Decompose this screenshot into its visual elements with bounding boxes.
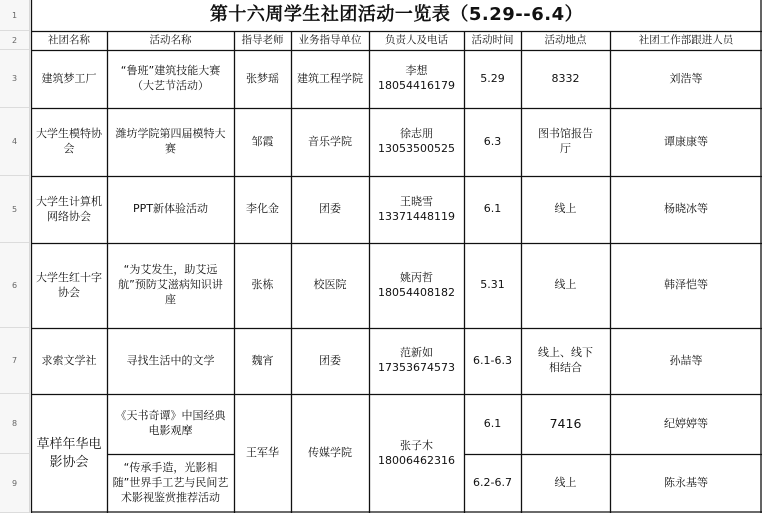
cell-staff[interactable]: 纪婷婷等 (664, 416, 708, 430)
cell-time[interactable]: 6.1-6.3 (473, 353, 512, 367)
cell-place[interactable]: 图书馆报告厅 (538, 127, 593, 155)
cell-unit[interactable]: 音乐学院 (308, 134, 352, 148)
cell-activity[interactable]: “鲁班”建筑技能大赛（大艺节活动） (120, 64, 221, 92)
cell-place[interactable]: 线上、线下相结合 (538, 346, 593, 374)
cell-place[interactable]: 8332 (551, 71, 580, 85)
cell-club[interactable]: 求索文学社 (41, 353, 97, 367)
cell-club[interactable]: 建筑梦工厂 (41, 71, 97, 85)
row-number[interactable]: 1 (0, 0, 29, 31)
cell-activity[interactable]: PPT新体验活动 (133, 202, 208, 216)
row-number[interactable]: 6 (0, 243, 29, 328)
cell-time[interactable]: 6.1 (483, 202, 502, 216)
cell-time[interactable]: 6.1 (483, 416, 502, 430)
cell-club[interactable]: 大学生红十字协会 (36, 270, 102, 299)
cell-club[interactable]: 大学生计算机网络协会 (36, 194, 102, 223)
cell-teacher[interactable]: 邹霞 (251, 134, 274, 148)
cell-time[interactable]: 6.3 (483, 134, 502, 148)
row-number[interactable]: 5 (0, 176, 29, 243)
row-number[interactable]: 7 (0, 328, 29, 394)
header-place[interactable]: 活动地点 (544, 34, 587, 47)
cell-activity[interactable]: 潍坊学院第四届模特大赛 (115, 127, 226, 155)
cell-staff[interactable]: 孙喆等 (669, 353, 703, 367)
header-activity[interactable]: 活动名称 (149, 34, 192, 47)
cell-club-merged[interactable]: 草样年华电影协会 (36, 436, 102, 470)
cell-unit[interactable]: 校医院 (313, 278, 347, 292)
cell-activity[interactable]: 《天书奇谭》中国经典电影观摩 (115, 409, 226, 437)
cell-contact[interactable]: 李想 18054416179 (378, 64, 455, 92)
cell-club[interactable]: 大学生模特协会 (36, 127, 102, 155)
cell-contact[interactable]: 王晓雪 13371448119 (378, 194, 455, 223)
row-number[interactable]: 4 (0, 108, 29, 176)
cell-contact[interactable]: 姚丙哲 18054408182 (378, 270, 455, 299)
cell-staff[interactable]: 杨晓冰等 (664, 202, 708, 216)
cell-contact-merged[interactable]: 张子木 18006462316 (378, 438, 455, 467)
cell-teacher-merged[interactable]: 王军华 (246, 446, 279, 460)
header-club[interactable]: 社团名称 (48, 34, 90, 47)
cell-activity[interactable]: 寻找生活中的文学 (126, 353, 215, 367)
cell-unit[interactable]: 建筑工程学院 (297, 71, 363, 85)
header-teacher[interactable]: 指导老师 (241, 34, 284, 47)
cell-staff[interactable]: 谭康康等 (664, 134, 708, 148)
cell-activity[interactable]: “传承手造，光影相随”世界手工艺与民间艺术影视鉴赏推荐活动 (112, 461, 229, 504)
cell-time[interactable]: 5.31 (480, 278, 505, 292)
cell-staff[interactable]: 韩泽恺等 (664, 278, 708, 292)
cell-place[interactable]: 线上 (554, 476, 577, 490)
cell-teacher[interactable]: 魏宵 (251, 353, 274, 367)
header-contact[interactable]: 负责人及电话 (385, 34, 448, 47)
row-number[interactable]: 9 (0, 454, 29, 513)
cell-staff[interactable]: 刘浩等 (669, 71, 703, 85)
cell-contact[interactable]: 徐志朋 13053500525 (378, 127, 455, 155)
cell-teacher[interactable]: 张栋 (251, 278, 274, 292)
cell-activity[interactable]: “为艾发生，助艾远航”预防艾滋病知识讲座 (118, 263, 223, 306)
cell-teacher[interactable]: 李化金 (246, 202, 279, 216)
header-unit[interactable]: 业务指导单位 (298, 34, 362, 47)
row-number[interactable]: 3 (0, 50, 29, 108)
header-time[interactable]: 活动时间 (471, 34, 514, 47)
row-number[interactable]: 8 (0, 394, 29, 454)
cell-contact[interactable]: 范新如 17353674573 (378, 346, 455, 374)
cell-unit[interactable]: 团委 (319, 353, 341, 367)
cell-unit[interactable]: 团委 (319, 202, 341, 216)
cell-teacher[interactable]: 张梦瑶 (246, 71, 279, 85)
cell-place[interactable]: 7416 (549, 415, 582, 431)
row-number[interactable]: 2 (0, 31, 29, 50)
header-staff[interactable]: 社团工作部跟进人员 (638, 34, 734, 47)
sheet-title[interactable]: 第十六周学生社团活动一览表（5.29--6.4） (209, 4, 584, 26)
cell-place[interactable]: 线上 (554, 278, 577, 292)
cell-time[interactable]: 6.2-6.7 (473, 476, 512, 490)
cell-time[interactable]: 5.29 (480, 71, 505, 85)
cell-place[interactable]: 线上 (554, 202, 577, 216)
cell-unit-merged[interactable]: 传媒学院 (308, 446, 352, 460)
cell-staff[interactable]: 陈永基等 (664, 476, 708, 490)
